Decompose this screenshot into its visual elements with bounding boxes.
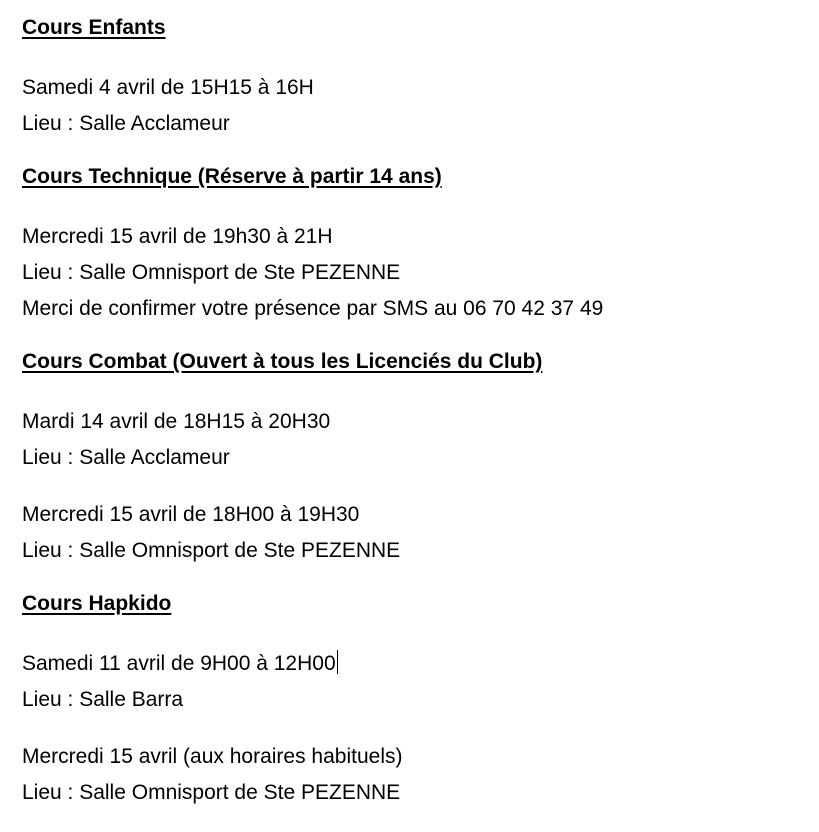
schedule-location: Lieu : Salle Acclameur	[22, 446, 230, 469]
schedule-date: Mardi 14 avril de 18H15 à 20H30	[22, 410, 331, 433]
document-body[interactable]	[22, 14, 802, 832]
section-cours-enfants	[22, 14, 802, 142]
section-cours-technique	[22, 163, 802, 327]
section-heading: Cours Hapkido	[22, 592, 172, 615]
schedule-date-line[interactable]	[22, 646, 802, 682]
section-heading: Cours Enfants	[22, 16, 166, 39]
schedule-date: Mercredi 15 avril de 18H00 à 19H30	[22, 503, 360, 526]
schedule-block	[22, 70, 802, 142]
section-cours-combat	[22, 348, 802, 569]
schedule-date: Samedi 11 avril de 9H00 à 12H00	[22, 652, 336, 675]
schedule-block	[22, 646, 802, 718]
schedule-block	[22, 497, 802, 569]
section-cours-hapkido	[22, 590, 802, 811]
schedule-note: Merci de confirmer votre présence par SMS au 06 70 42 37 49	[22, 297, 604, 320]
schedule-date: Mercredi 15 avril de 19h30 à 21H	[22, 225, 333, 248]
text-cursor	[337, 650, 338, 674]
section-heading: Cours Technique (Réserve à partir 14 ans)	[22, 165, 442, 188]
schedule-location: Lieu : Salle Barra	[22, 688, 184, 711]
schedule-block	[22, 404, 802, 476]
section-heading: Cours Combat (Ouvert à tous les Licenciés du Club)	[22, 350, 543, 373]
schedule-date: Mercredi 15 avril (aux horaires habituels)	[22, 745, 403, 768]
schedule-date: Samedi 4 avril de 15H15 à 16H	[22, 76, 314, 99]
schedule-block	[22, 739, 802, 811]
schedule-block	[22, 219, 802, 327]
schedule-location: Lieu : Salle Omnisport de Ste PEZENNE	[22, 539, 401, 562]
schedule-location: Lieu : Salle Omnisport de Ste PEZENNE	[22, 261, 401, 284]
schedule-location: Lieu : Salle Acclameur	[22, 112, 230, 135]
schedule-location: Lieu : Salle Omnisport de Ste PEZENNE	[22, 781, 401, 804]
